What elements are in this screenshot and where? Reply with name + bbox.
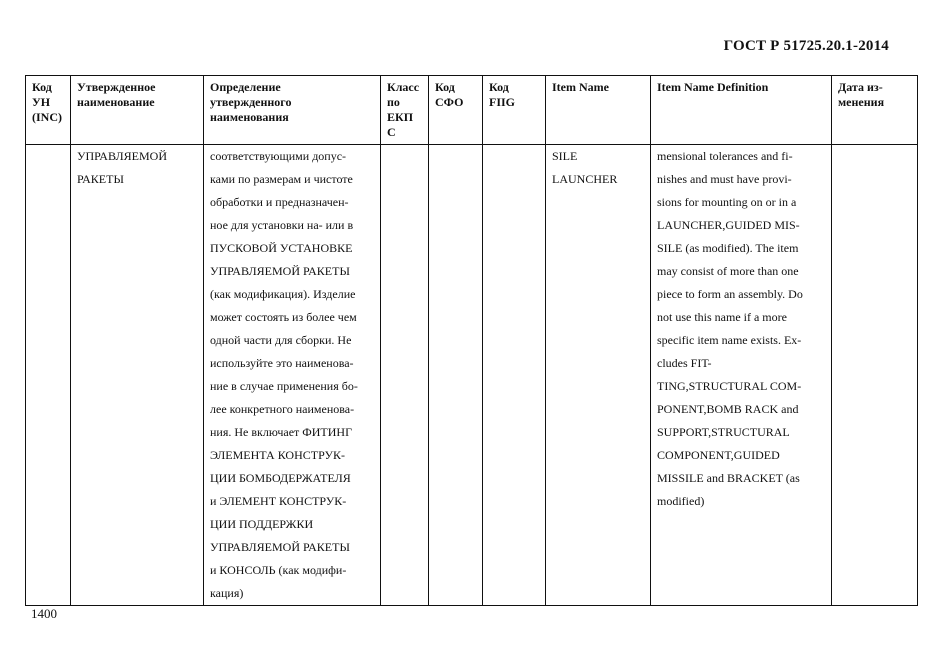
col-header-sfo bbox=[429, 76, 483, 145]
text-line: наименование bbox=[77, 95, 155, 109]
text-line: ное для установки на- или в bbox=[210, 218, 354, 232]
col-header-item-name bbox=[546, 76, 651, 145]
text-line: наименования bbox=[210, 110, 289, 124]
text-line: (INC) bbox=[32, 110, 62, 124]
text-line: SUPPORT,STRUCTURAL bbox=[657, 425, 790, 439]
text-line: cludes FIT- bbox=[657, 356, 712, 370]
text-line: по bbox=[387, 95, 400, 109]
text-line: TING,STRUCTURAL COM- bbox=[657, 379, 802, 393]
col-header-inc bbox=[26, 76, 71, 145]
table-header-row bbox=[26, 76, 918, 145]
text-line: Определение bbox=[210, 80, 281, 94]
text-line: УПРАВЛЯЕМОЙ РАКЕТЫ bbox=[210, 540, 350, 554]
text-line: MISSILE and BRACKET (as bbox=[657, 471, 800, 485]
col-header-definition bbox=[204, 76, 381, 145]
text-line: одной части для сборки. Не bbox=[210, 333, 352, 347]
text-line: ЕКП bbox=[387, 110, 414, 124]
text-line: not use this name if a more bbox=[657, 310, 787, 324]
cell-definition-ru bbox=[204, 145, 381, 606]
document-code: ГОСТ Р 51725.20.1-2014 bbox=[723, 38, 889, 54]
text-line: COMPONENT,GUIDED bbox=[657, 448, 780, 462]
text-line: ками по размерам и чистоте bbox=[210, 172, 353, 186]
cell-inc bbox=[26, 145, 71, 606]
cell-sfo bbox=[429, 145, 483, 606]
text-line: может состоять из более чем bbox=[210, 310, 357, 324]
text-line: specific item name exists. Ex- bbox=[657, 333, 802, 347]
text-line: утвержденного bbox=[210, 95, 292, 109]
text-line: piece to form an assembly. Do bbox=[657, 287, 803, 301]
text-line: Класс bbox=[387, 80, 420, 94]
text-line: используйте это наименова- bbox=[210, 356, 354, 370]
text-line: nishes and must have provi- bbox=[657, 172, 792, 186]
cell-approved-name bbox=[71, 145, 204, 606]
col-header-class bbox=[381, 76, 429, 145]
text-line: С bbox=[387, 125, 396, 139]
text-line: УН bbox=[32, 95, 51, 109]
text-line: ПУСКОВОЙ УСТАНОВКЕ bbox=[210, 241, 353, 255]
text-line: Утвержденное bbox=[77, 80, 156, 94]
col-header-item-name-definition bbox=[651, 76, 832, 145]
text-line: лее конкретного наименова- bbox=[210, 402, 355, 416]
text-line: ния. Не включает ФИТИНГ bbox=[210, 425, 353, 439]
col-header-fiig bbox=[483, 76, 546, 145]
text-line: modified) bbox=[657, 494, 705, 508]
text-line: sions for mounting on or in a bbox=[657, 195, 797, 209]
text-line: РАКЕТЫ bbox=[77, 172, 124, 186]
text-line: соответствующими допус- bbox=[210, 149, 347, 163]
text-line: PONENT,BOMB RACK and bbox=[657, 402, 799, 416]
text-line: FIIG bbox=[489, 95, 516, 109]
cell-item-name bbox=[546, 145, 651, 606]
text-line: LAUNCHER,GUIDED MIS- bbox=[657, 218, 800, 232]
text-line: Item Name bbox=[552, 80, 609, 94]
text-line: менения bbox=[838, 95, 885, 109]
page-number: 1400 bbox=[31, 606, 57, 621]
text-line: ЦИИ ПОДДЕРЖКИ bbox=[210, 517, 314, 531]
text-line: УПРАВЛЯЕМОЙ РАКЕТЫ bbox=[210, 264, 350, 278]
text-line: Код bbox=[32, 80, 52, 94]
table-row bbox=[26, 145, 918, 606]
text-line: SILE bbox=[552, 149, 578, 163]
text-line: СФО bbox=[435, 95, 464, 109]
text-line: кация) bbox=[210, 586, 244, 600]
text-line: и ЭЛЕМЕНТ КОНСТРУК- bbox=[210, 494, 347, 508]
text-line: Код bbox=[489, 80, 509, 94]
cell-fiig bbox=[483, 145, 546, 606]
col-header-change-date bbox=[832, 76, 918, 145]
text-line: и КОНСОЛЬ (как модифи- bbox=[210, 563, 347, 577]
text-line: ние в случае применения бо- bbox=[210, 379, 358, 393]
text-line: обработки и предназначен- bbox=[210, 195, 349, 209]
cell-change-date bbox=[832, 145, 918, 606]
col-header-approved-name bbox=[71, 76, 204, 145]
cell-definition-en bbox=[651, 145, 832, 606]
text-line: ЭЛЕМЕНТА КОНСТРУК- bbox=[210, 448, 345, 462]
text-line: LAUNCHER bbox=[552, 172, 618, 186]
text-line: Код bbox=[435, 80, 455, 94]
text-line: may consist of more than one bbox=[657, 264, 799, 278]
text-line: ЦИИ БОМБОДЕРЖАТЕЛЯ bbox=[210, 471, 351, 485]
text-line: mensional tolerances and fi- bbox=[657, 149, 793, 163]
text-line: Дата из- bbox=[838, 80, 883, 94]
text-line: SILE (as modified). The item bbox=[657, 241, 799, 255]
text-line: Item Name Definition bbox=[657, 80, 769, 94]
text-line: (как модификация). Изделие bbox=[210, 287, 356, 301]
catalog-table bbox=[25, 75, 918, 606]
cell-class bbox=[381, 145, 429, 606]
text-line: УПРАВЛЯЕМОЙ bbox=[77, 149, 167, 163]
